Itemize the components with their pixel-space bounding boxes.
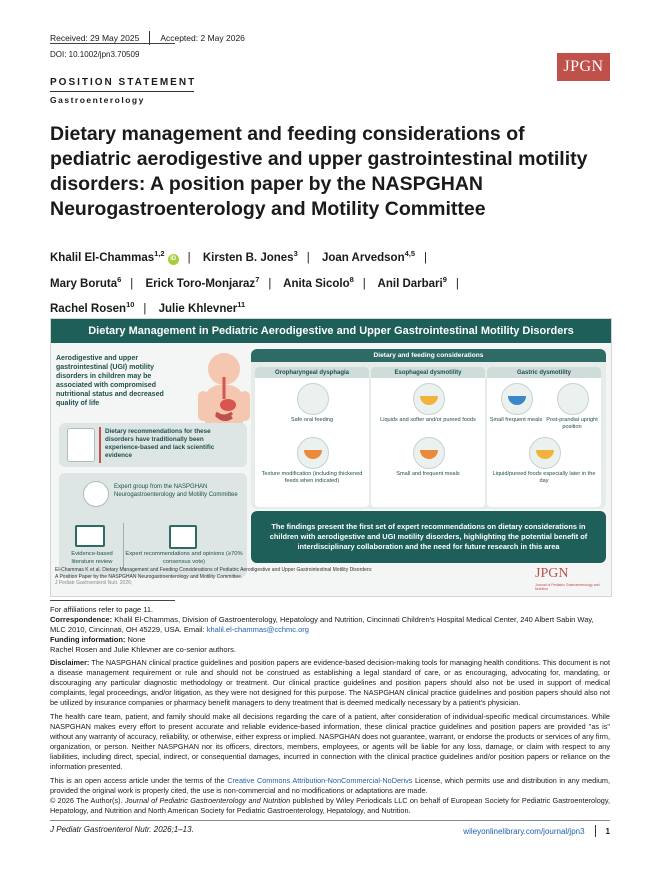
license-statement: This is an open access article under the terms of the Creative Commons Attribution-NonCommercial-NoDerivs License, which permits use and distribution in any medium, provided the original work is properly cited, the use is non-commercial and no modifications or adaptations are made.: [50, 776, 610, 795]
recommendations-document-icon: [169, 525, 197, 549]
article-type: POSITION STATEMENT: [50, 77, 197, 88]
small-meals-icon: [413, 437, 445, 469]
accent-bar: [99, 427, 101, 463]
header-rule: [50, 43, 175, 44]
doi[interactable]: DOI: 10.1002/jpn3.70509: [50, 50, 140, 59]
graphical-abstract-logo-subtitle: Journal of Pediatric Gastroenterology and Nutrition: [535, 583, 600, 591]
column-item: Texture modification (including thickened feeds when indicated): [261, 471, 363, 484]
graphical-abstract-title: Dietary Management in Pediatric Aerodigestive and Upper Gastrointestinal Motility Disorders: [51, 319, 611, 343]
article-title: Dietary management and feeding considerations of pediatric aerodigestive and upper gastrointestinal motility disorders: A position paper by the NASPGHAN Neurogastroenterology and Motility Committee: [50, 123, 588, 220]
column-gastric: [487, 367, 601, 507]
expert-opinions-text: Expert recommendations and opinions (≥70% consensus vote): [125, 551, 243, 565]
column-oropharyngeal: [255, 367, 369, 507]
upright-child-icon: [557, 383, 589, 415]
expert-group-text: Expert group from the NASPGHAN Neurogastroenterology and Motility Committee: [114, 484, 238, 498]
column-esophageal: [371, 367, 485, 507]
footer-rule: [50, 820, 610, 821]
considerations-panel: [251, 349, 606, 509]
column-title: Esophageal dysmotility: [371, 367, 485, 378]
disclaimer: [50, 658, 610, 816]
clipboard-warning-icon: [67, 428, 95, 462]
disclaimer-paragraph-2: The health care team, patient, and family should make all decisions regarding the care of a patient, after consideration of individual-specific medical circumstances. While NASPGHAN makes every effort to present accurate and reliable evidence-based information, these clinical practice guidelines and position papers are provided "as is" without any warranty of accuracy, reliability, or otherwise, either express or implied. NASPGHAN does not guarantee, warrant, or endorse the products or services of any firm, organization, or person. Neither NASPGHAN nor its officers, directors, members, employees, or agents will be liable for any loss, damage, or claim with respect to any liabilities, including direct, special, indirect, or consequential damages, incurred in connection with the clinical practice guidelines and/or position papers or reliance on the information presented.: [50, 712, 610, 771]
thick-feeds-bowl-icon: [297, 437, 329, 469]
article-category: Gastroenterology: [50, 95, 145, 105]
author[interactable]: Anil Darbari$^9$: [377, 274, 447, 290]
copyright-statement: © 2026 The Author(s). Journal of Pediatric Gastroenterology and Nutrition published by Wiley Periodicals LLC on behalf of European Society for Pediatric Gastroenterology, Hepatology, and Nutrition and North American Society for Pediatric Gastroenterology, Hepatology, and Nutrition.: [50, 796, 610, 815]
journal-url[interactable]: wileyonlinelibrary.com/journal/jpn3: [463, 826, 585, 836]
received-date: Received: 29 May 2025: [50, 33, 140, 43]
author-list: Khalil El-Chammas$^{1,2}$iD | Kirsten B. Jones$^3$ | Joan Arvedson$^{4,5}$ | Mary Boruta$^6$ | Erick Toro-Monjaraz$^7$ | Anita Sicolo$^8$ | Anil Darbari$^9$ | Rachel Rosen$^{10}$ | Julie Khlevner$^{11}$: [50, 249, 459, 316]
column-title: Oropharyngeal dysphagia: [255, 367, 369, 378]
article-type-rule: [50, 91, 194, 92]
author[interactable]: Erick Toro-Monjaraz$^7$: [145, 274, 260, 290]
literature-review-icon: [75, 525, 105, 547]
correspondence: Correspondence: Khalil El-Chammas, Division of Gastroenterology, Hepatology and Nutrition, Cincinnati Children's Hospital Medical Center, 240 Albert Sabin Way, MLC 2010, Cincinnati, OH 45229, USA. Email: khalil.el-chammas@cchmc.org: [50, 615, 594, 634]
column-item: Liquids and softer and/or pureed foods: [380, 417, 476, 423]
graphical-abstract-citation: El-Chammas K et al. Dietary Management and Feeding Considerations of Pediatric Aerodigestive and Upper Gastrointestinal Motility Disorders: A Position Paper by the NASPGHAN Neurogastroenterology and Motility Committee. J Pediatr Gastroenterol Nutr. 2026;: [55, 567, 373, 586]
footer-citation: J Pediatr Gastroenterol Nutr. 2026;1–13.: [50, 825, 194, 834]
column-item: Small and frequent meals: [396, 471, 460, 477]
accepted-date: Accepted: 2 May 2026: [160, 33, 245, 43]
funding: Funding information: None: [50, 635, 146, 644]
affiliations-note: For affiliations refer to page 11.: [50, 605, 154, 614]
intro-text: Aerodigestive and upper gastrointestinal (UGI) motility disorders in children may be associated with compromised nutritional status and decreased quality of life: [56, 355, 164, 407]
author[interactable]: Mary Boruta$^6$: [50, 274, 122, 290]
recommendations-note: Dietary recommendations for these disorders have traditionally been experience-based and lack scientific evidence: [105, 428, 215, 459]
column-item: Liquid/pureed foods especially later in the day: [492, 471, 596, 484]
column-item: Small frequent meals: [489, 417, 543, 423]
author[interactable]: Rachel Rosen$^{10}$: [50, 300, 135, 316]
column-title: Gastric dysmotility: [487, 367, 601, 378]
email-link[interactable]: khalil.el-chammas@cchmc.org: [206, 625, 309, 634]
considerations-header: Dietary and feeding considerations: [251, 349, 606, 362]
footnotes: [50, 605, 610, 655]
small-meals-clock-icon: [501, 383, 533, 415]
orcid-icon[interactable]: iD: [168, 254, 179, 265]
divider: [123, 523, 124, 569]
pureed-food-bowl-icon: [413, 383, 445, 415]
footer-right: [463, 825, 610, 837]
page-number: 1: [605, 826, 610, 836]
footer-divider: [595, 825, 596, 837]
findings-banner: The findings present the first set of expert recommendations on dietary considerations in children with aerodigestive and UGI motility disorders, highlighting the potential benefit of interdisciplinary collaboration and the need for future research in this area: [251, 511, 606, 563]
graphical-abstract-logo: JPGN: [535, 566, 569, 581]
expert-group-box: [59, 473, 247, 577]
evidence-review-text: Evidence-based literature review: [71, 551, 113, 565]
disclaimer-paragraph-1: Disclaimer: The NASPGHAN clinical practice guidelines and position papers are evidence-based decision-making tools for managing health conditions. This document is not a disease management requirement or rule and should not be construed as establishing a legal standard of care, or as encouraging, advocating for, mandating, or discouraging any particular diagnostic methodology or treatment. Our clinical practice guidelines and position papers should also not be used in support of medical complaints, legal proceedings, and/or litigation, as they were not designed for this purpose. The NASPGHAN clinical practice guidelines and position papers should also not be utilized by insurance companies or pharmacy benefit managers to deny treatment that is deemed medically necessary by a patient's physician.: [50, 658, 610, 707]
author[interactable]: Julie Khlevner$^{11}$: [158, 300, 246, 316]
column-item: Safe oral feeding: [290, 417, 334, 423]
coauthor-note: Rachel Rosen and Julie Khlevner are co-senior authors.: [50, 645, 236, 654]
journal-logo: JPGN: [557, 53, 610, 81]
recommendations-note-box: [59, 423, 247, 467]
graphical-abstract: [50, 318, 612, 597]
author[interactable]: Anita Sicolo$^8$: [283, 274, 354, 290]
license-link[interactable]: Creative Commons Attribution-NonCommercial-NoDerivs: [227, 776, 413, 785]
column-item: Post-prandial upright position: [546, 417, 598, 430]
expert-group-icon: [83, 481, 109, 507]
bottle-icon: [297, 383, 329, 415]
author[interactable]: Kirsten B. Jones$^3$: [202, 249, 298, 264]
author[interactable]: Khalil El-Chammas$^{1,2}$iD: [50, 252, 179, 264]
pureed-bowl-clock-icon: [529, 437, 561, 469]
footnote-rule: [50, 600, 175, 601]
author[interactable]: Joan Arvedson$^{4,5}$: [321, 249, 416, 264]
